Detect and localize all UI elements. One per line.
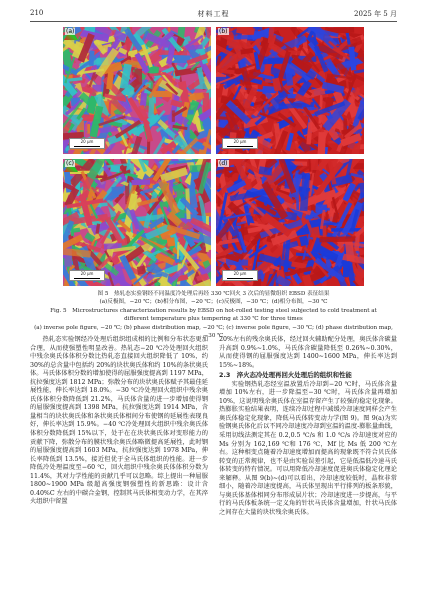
caption-zh-title: 图 5 热轧态实验钢经不同温度冷处理后再经 330 ℃回火 3 次后的显微组织 EBSD 表征结果 [97,291,330,297]
scale-bar: 20 μm [69,138,105,149]
header-rule [30,21,397,22]
caption-zh-parts: (a)反极图，−20 ℃；(b)相分布图，−20 ℃；(c)反极图，−30 ℃；(d)相分布图，−30 ℃ [99,299,328,306]
scale-bar: 20 μm [69,270,105,281]
body-paragraph: 20%左右的残余奥氏体，经过回火辅助配分处理，奥氏体含碳量升高到 0.9%~1.0%，马氏体含碳量降低至 0.26%~0.30%，从而使得钢的屈服强度达到 1400~1600 MPa，伸长率达到 15%~18%。 [219,336,397,369]
running-header [30,9,397,21]
journal-title: 材料工程 [197,10,230,18]
caption-en-line1: Fig. 5 Microstructures characterization results by EBSD on hot-rolled testing steel subjected to cold treatment at [50,308,377,314]
left-column [30,336,208,507]
ipf-map-c [63,159,211,286]
caption-en-line2: different temperature plus tempering at 330 ℃ for three times [124,316,303,323]
panel-label: (d) [219,160,228,167]
panel-label: (c) [66,160,74,167]
page-number: 210 [30,9,44,17]
panel-c [63,159,211,286]
section-heading: 2.3 淬火态冷处理再回火处理后的组织和性能 [219,371,352,380]
phase-map-b [216,27,364,154]
phase-map-d [216,159,364,286]
right-column [219,336,397,517]
panel-label: (a) [66,28,75,35]
scale-bar: 20 μm [222,138,258,149]
figure-caption-zh [30,290,397,307]
scale-bar: 20 μm [222,270,258,281]
ipf-map-a [63,27,211,154]
caption-en-line3: (a) inverse pole figure, −20 ℃; (b) phase distribution map, −20 ℃; (c) inverse pole figure, −30 ℃; (d) phase distribution map, −30 ℃ [34,324,393,340]
panel-d [216,159,364,286]
panel-a [63,27,211,154]
panel-b [216,27,364,154]
body-paragraph: 热轧态实验钢经冷处理后组织组成相的比例和分布状态更加合理，从而使强塑性明显改善。热轧态−20 ℃冷处理回火组织中残余奥氏体体积分数比热轧态直接回火组织降低了 10%，约 30%的总含量中包括约 20%的块状奥氏体和约 10%的条状奥氏体。马氏体体积分数的增加使得的屈服强度提高到 1197 MPa，抗拉强度达到 1812 MPa；弥散分布的块状奥氏体赋予其最佳延展性能，伸长率达到 18.0%。−30 ℃冷处理回火组织中残余奥氏体体积分数降低到 21.2%，马氏体含量的进一步增加使得钢的屈服强度提高到 1398 MPa，抗拉强度达到 1914 MPa，含量相当的块状奥氏体和条状奥氏体相间分布使钢的延展性表现良好，伸长率达到 15.9%。−40 ℃冷处理回火组织中残余奥氏体体积分数降低到 15%以下，处于在在块状奥氏体对变形能力的贡献下降，弥散分布的膜状残余奥氏体略微提高延展性，此时钢的屈服强度提高到 1603 MPa，抗拉强度达到 1978 MPa，伸长率降低到 13.5%，接近但优于全马氏体组织的性能。进一步降低冷处理温度至−60 ℃，回火组织中残余奥氏体体积分数为 11.4%，其对力学性能的贡献几乎可以忽略。综上提出一种屈服 1800~1900 MPa 级超高强度钢强塑性的新思路：设计含 0.40%C 左右的中碳合金钢，控制其马氏体相变动力学，在其淬火组织中留置 [30,336,208,506]
body-paragraph: 实验钢热轧态经室温放置后冷却到−20 ℃时，马氏体含量增加 10%左右，进一步降温至−30 ℃时，马氏体含量再增加 10%，这说明残余奥氏体在室温存留产生了较强的稳定化现象。热膨胀实验结果表明，连续冷却过程中减缓冷却速度同样会产生奥氏体稳定化现象，降低马氏体转变动力学(图 9)。图 9(a)为实验钢奥氏体化后以不同冷却速度冷却到室温的温度-膨胀量曲线，采用切线法测定其在 0.2,0.5 ℃/s 和 1.0 ℃/s 冷却速度对应的 Ms 分别为 162,169 ℃和 176 ℃，Mf 比 Ms 低 200 ℃左右。这种相变点随着冷却速度增加而提高的现象既不符合贝氏体转变的正常规律，也不是由实验误差引起，它是低温低冷速马氏体转变的特有情况。可以用降低冷却速度促进奥氏体稳定化理论来解释。从图 9(b)~(d)可以看出，冷却速度较低时，晶粒非常细小，随着冷却速度提高，马氏体呈现出平行排列的板条形貌，与奥氏体基体相同分布形成层片状；冷却速度进一步提高，与平行的马氏体板条统一定义角的针状马氏体含量增加，针状马氏体之间存在大量的块状残余奥氏体。 [219,380,397,516]
ebsd-figure [63,27,364,287]
panel-label: (b) [219,28,228,35]
issue-date: 2025 年 5 月 [354,10,397,18]
